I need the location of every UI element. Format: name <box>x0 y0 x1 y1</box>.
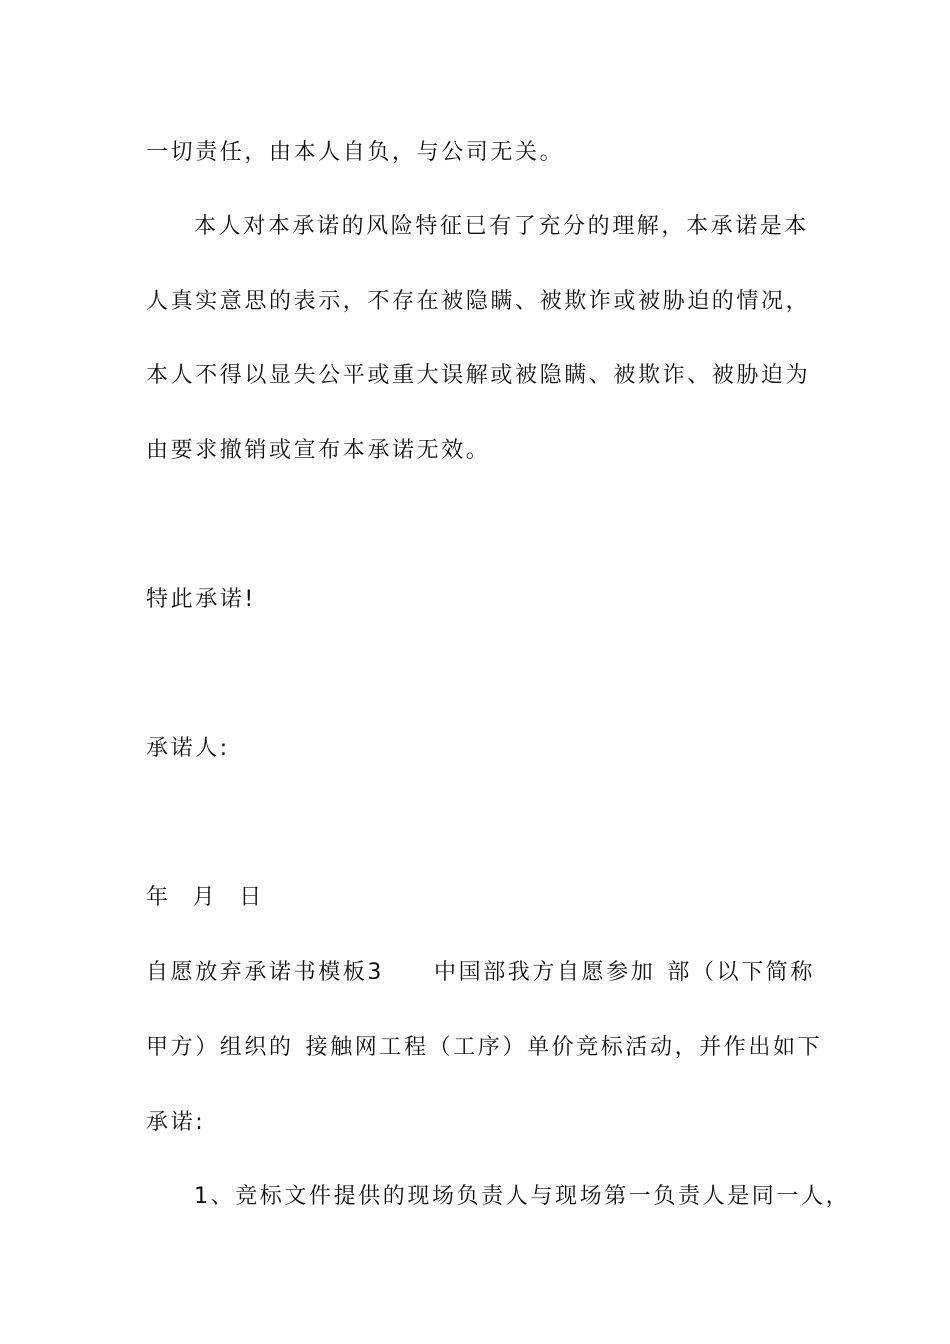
item-1: 1、竞标文件提供的现场负责人与现场第一负责人是同一人， <box>194 1184 851 1209</box>
body-line-2: 本人对本承诺的风险特征已有了充分的理解，本承诺是本 <box>194 214 810 239</box>
date-year: 年 <box>146 885 171 910</box>
template-intro-b: 部（以下简称 <box>667 960 816 985</box>
template-line2-b: 接触网工程（工序）单价竞标活动，并作出如下 <box>305 1035 823 1060</box>
body-line-1: 一切责任，由本人自负，与公司无关。 <box>146 140 565 165</box>
signer-label: 承诺人: <box>146 736 230 761</box>
template-line2-a: 甲方）组织的 <box>146 1035 294 1060</box>
template-title: 自愿放弃承诺书模板3 <box>146 960 384 985</box>
body-line-4: 本人不得以显失公平或重大误解或被隐瞒、被欺诈、被胁迫为 <box>146 363 811 388</box>
date-line <box>146 883 264 913</box>
template-intro-a: 中国部我方自愿参加 <box>434 960 656 985</box>
closing-statement: 特此承诺! <box>146 587 256 612</box>
date-day: 日 <box>239 885 264 910</box>
template-line-2 <box>146 1033 822 1063</box>
body-line-3: 人真实意思的表示，不存在被隐瞒、被欺诈或被胁迫的情况， <box>146 289 811 314</box>
date-month: 月 <box>192 885 218 910</box>
template-heading-line <box>146 958 815 988</box>
body-line-5: 由要求撤销或宣布本承诺无效。 <box>146 438 491 463</box>
template-line-3: 承诺: <box>146 1110 206 1135</box>
